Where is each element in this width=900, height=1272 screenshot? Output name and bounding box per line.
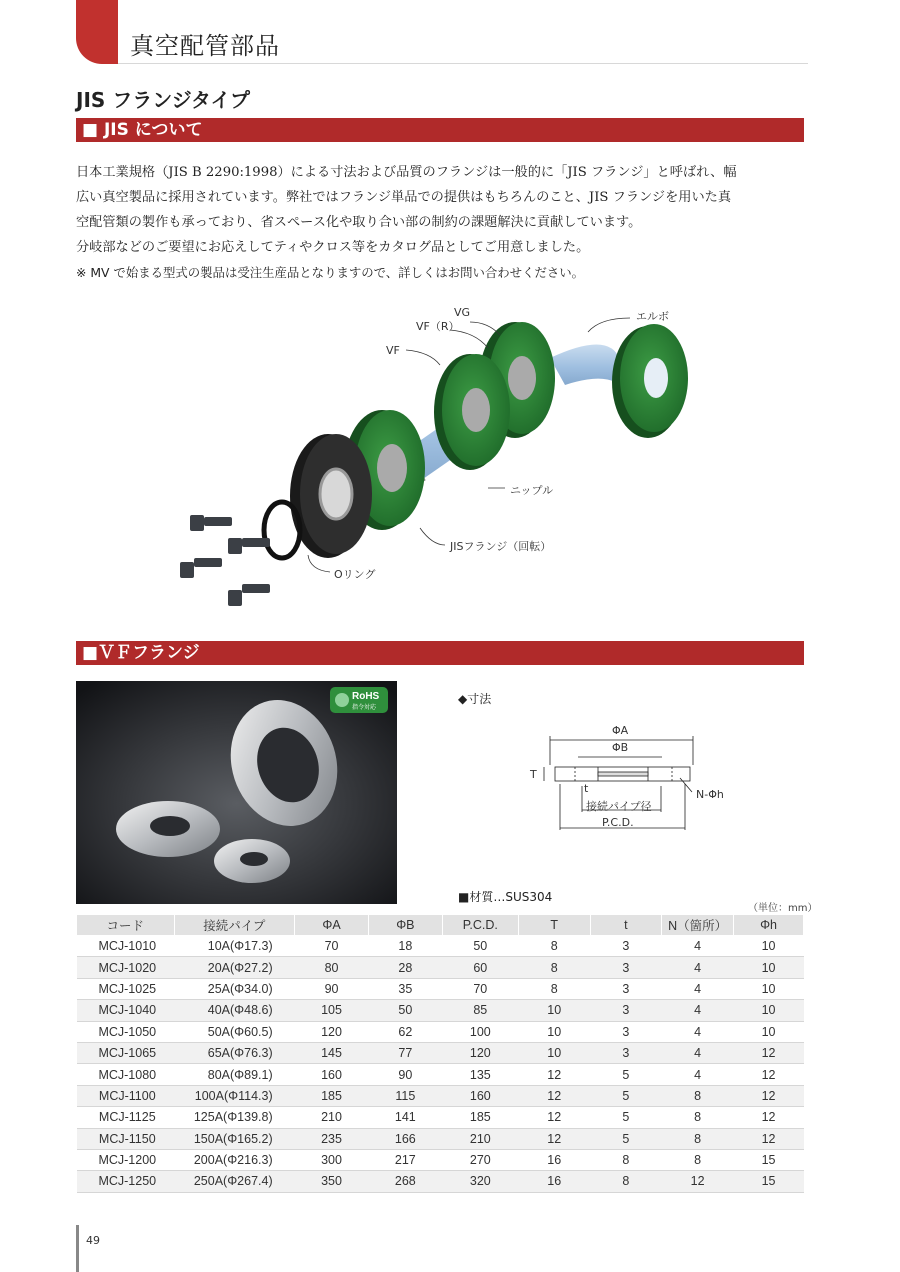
table-cell: 150A(Φ165.2) bbox=[174, 1128, 295, 1149]
table-cell: 8 bbox=[518, 978, 590, 999]
intro-line-4: 分岐部などのご要望にお応えしてティやクロス等をカタログ品としてご用意しました。 bbox=[76, 240, 590, 255]
dim-label-t-lower: t bbox=[584, 782, 589, 795]
table-cell: 5 bbox=[590, 1085, 662, 1106]
table-cell: MCJ-1040 bbox=[77, 1000, 175, 1021]
table-cell: 141 bbox=[368, 1107, 442, 1128]
label-vf: VF bbox=[386, 344, 400, 357]
table-cell: MCJ-1065 bbox=[77, 1042, 175, 1063]
table-cell: 10 bbox=[734, 957, 804, 978]
table-cell: 217 bbox=[368, 1149, 442, 1170]
table-cell: 3 bbox=[590, 957, 662, 978]
table-cell: 120 bbox=[295, 1021, 369, 1042]
table-cell: 10 bbox=[518, 1000, 590, 1021]
table-cell: 62 bbox=[368, 1021, 442, 1042]
table-cell: 268 bbox=[368, 1171, 442, 1192]
table-cell: MCJ-1020 bbox=[77, 957, 175, 978]
th-phi-b: ΦB bbox=[368, 915, 442, 936]
table-cell: 3 bbox=[590, 1000, 662, 1021]
table-cell: 210 bbox=[295, 1107, 369, 1128]
table-cell: 16 bbox=[518, 1149, 590, 1170]
header-divider bbox=[118, 63, 808, 64]
table-cell: 120 bbox=[442, 1042, 518, 1063]
label-vf-r: VF（R） bbox=[416, 320, 460, 333]
table-cell: 8 bbox=[518, 936, 590, 957]
table-cell: 12 bbox=[734, 1085, 804, 1106]
table-cell: 10 bbox=[734, 1000, 804, 1021]
flange-vf bbox=[434, 354, 510, 470]
th-t-upper: T bbox=[518, 915, 590, 936]
table-cell: 4 bbox=[662, 1064, 734, 1085]
table-cell: 200A(Φ216.3) bbox=[174, 1149, 295, 1170]
assembly-drawing bbox=[170, 300, 730, 630]
table-cell: 235 bbox=[295, 1128, 369, 1149]
table-cell: 65A(Φ76.3) bbox=[174, 1042, 295, 1063]
intro-text bbox=[76, 160, 806, 285]
table-cell: 166 bbox=[368, 1128, 442, 1149]
table-cell: 12 bbox=[734, 1107, 804, 1128]
table-cell: 8 bbox=[590, 1171, 662, 1192]
th-phi-h: Φh bbox=[734, 915, 804, 936]
table-cell: 4 bbox=[662, 1042, 734, 1063]
page-number-rule bbox=[76, 1225, 79, 1272]
table-cell: 25A(Φ34.0) bbox=[174, 978, 295, 999]
product-photo bbox=[76, 681, 397, 904]
dim-label-t-upper: T bbox=[530, 768, 537, 781]
table-cell: 12 bbox=[518, 1107, 590, 1128]
table-cell: 125A(Φ139.8) bbox=[174, 1107, 295, 1128]
table-cell: 300 bbox=[295, 1149, 369, 1170]
th-pipe: 接続パイプ bbox=[174, 915, 295, 936]
table-cell: 77 bbox=[368, 1042, 442, 1063]
dim-label-pcd: P.C.D. bbox=[602, 816, 634, 829]
table-cell: 10 bbox=[734, 978, 804, 999]
label-vg: VG bbox=[454, 306, 471, 319]
table-cell: 12 bbox=[662, 1171, 734, 1192]
table-cell: 185 bbox=[442, 1107, 518, 1128]
table-cell: 10 bbox=[518, 1042, 590, 1063]
table-cell: 80 bbox=[295, 957, 369, 978]
section-heading-jis: ■ JIS について bbox=[76, 118, 804, 142]
page-title: JIS フランジタイプ bbox=[76, 88, 250, 112]
table-cell: 12 bbox=[734, 1042, 804, 1063]
dim-label-pipe-dia: 接続パイプ径 bbox=[586, 800, 652, 813]
table-cell: 350 bbox=[295, 1171, 369, 1192]
table-cell: 8 bbox=[662, 1107, 734, 1128]
table-row bbox=[77, 957, 804, 978]
table-cell: 100 bbox=[442, 1021, 518, 1042]
spec-table bbox=[76, 914, 804, 1193]
table-cell: 70 bbox=[295, 936, 369, 957]
intro-line-2: 広い真空製品に採用されています。弊社ではフランジ単品での提供はもちろんのこと、JIS フランジを用いた真 bbox=[76, 190, 732, 205]
table-row bbox=[77, 1021, 804, 1042]
flange-front bbox=[290, 434, 372, 558]
table-cell: MCJ-1150 bbox=[77, 1128, 175, 1149]
th-code: コード bbox=[77, 915, 175, 936]
category-title: 真空配管部品 bbox=[130, 32, 280, 60]
label-nipple: ニップル bbox=[510, 484, 554, 497]
table-cell: MCJ-1050 bbox=[77, 1021, 175, 1042]
table-cell: 4 bbox=[662, 1021, 734, 1042]
table-cell: 15 bbox=[734, 1171, 804, 1192]
oring-shape bbox=[264, 502, 300, 558]
table-row bbox=[77, 1042, 804, 1063]
table-cell: 10 bbox=[734, 1021, 804, 1042]
table-row bbox=[77, 1064, 804, 1085]
table-cell: 8 bbox=[662, 1149, 734, 1170]
table-cell: 4 bbox=[662, 936, 734, 957]
table-row bbox=[77, 1000, 804, 1021]
table-cell: MCJ-1200 bbox=[77, 1149, 175, 1170]
table-cell: 8 bbox=[662, 1085, 734, 1106]
table-cell: 3 bbox=[590, 936, 662, 957]
table-cell: 5 bbox=[590, 1064, 662, 1085]
table-cell: 35 bbox=[368, 978, 442, 999]
table-cell: 20A(Φ27.2) bbox=[174, 957, 295, 978]
table-cell: 160 bbox=[442, 1085, 518, 1106]
table-cell: 4 bbox=[662, 957, 734, 978]
th-n: N（箇所） bbox=[662, 915, 734, 936]
table-cell: 12 bbox=[518, 1085, 590, 1106]
table-cell: 8 bbox=[590, 1149, 662, 1170]
table-body bbox=[77, 936, 804, 1193]
table-cell: 4 bbox=[662, 1000, 734, 1021]
dimensions-title: ◆寸法 bbox=[458, 692, 492, 706]
table-cell: MCJ-1080 bbox=[77, 1064, 175, 1085]
table-cell: 90 bbox=[295, 978, 369, 999]
table-row bbox=[77, 1085, 804, 1106]
table-cell: 3 bbox=[590, 978, 662, 999]
dim-label-n-phi-h: N-Φh bbox=[696, 788, 724, 801]
table-cell: 115 bbox=[368, 1085, 442, 1106]
table-cell: 90 bbox=[368, 1064, 442, 1085]
flange-photo-drawing bbox=[76, 681, 397, 904]
table-cell: 105 bbox=[295, 1000, 369, 1021]
table-cell: 3 bbox=[590, 1021, 662, 1042]
dim-label-phi-b: ΦB bbox=[612, 741, 629, 754]
label-oring: Oリング bbox=[334, 568, 376, 581]
rohs-label: RoHS bbox=[352, 691, 380, 702]
section-heading-vf-flange: ■ＶＦフランジ bbox=[76, 641, 804, 665]
table-cell: 210 bbox=[442, 1128, 518, 1149]
table-cell: MCJ-1250 bbox=[77, 1171, 175, 1192]
table-row bbox=[77, 1149, 804, 1170]
table-cell: 12 bbox=[734, 1064, 804, 1085]
table-cell: 28 bbox=[368, 957, 442, 978]
unit-note: （単位：mm） bbox=[748, 903, 818, 914]
table-cell: 160 bbox=[295, 1064, 369, 1085]
rohs-sub-label: 指令対応 bbox=[352, 705, 377, 711]
table-cell: 70 bbox=[442, 978, 518, 999]
table-cell: MCJ-1025 bbox=[77, 978, 175, 999]
table-cell: 320 bbox=[442, 1171, 518, 1192]
table-cell: 250A(Φ267.4) bbox=[174, 1171, 295, 1192]
flange-elbow bbox=[612, 324, 688, 438]
table-cell: 5 bbox=[590, 1107, 662, 1128]
page-number: 49 bbox=[86, 1234, 100, 1247]
category-tab bbox=[76, 0, 118, 64]
intro-note: ※ MV で始まる型式の製品は受注生産品となりますので、詳しくはお問い合わせください。 bbox=[76, 265, 585, 280]
table-row bbox=[77, 1171, 804, 1192]
material-note: ■材質…SUS304 bbox=[458, 890, 553, 904]
table-cell: 185 bbox=[295, 1085, 369, 1106]
table-cell: 4 bbox=[662, 978, 734, 999]
table-cell: 10 bbox=[734, 936, 804, 957]
bolts bbox=[180, 515, 270, 606]
dimension-svg bbox=[520, 720, 750, 835]
table-cell: 18 bbox=[368, 936, 442, 957]
table-header-row bbox=[77, 915, 804, 936]
table-cell: 15 bbox=[734, 1149, 804, 1170]
table-row bbox=[77, 936, 804, 957]
table-cell: MCJ-1125 bbox=[77, 1107, 175, 1128]
table-cell: 85 bbox=[442, 1000, 518, 1021]
table-cell: 50 bbox=[442, 936, 518, 957]
table-cell: 50A(Φ60.5) bbox=[174, 1021, 295, 1042]
table-row bbox=[77, 978, 804, 999]
table-cell: 270 bbox=[442, 1149, 518, 1170]
table-row bbox=[77, 1128, 804, 1149]
dim-label-phi-a: ΦA bbox=[612, 724, 629, 737]
table-cell: 16 bbox=[518, 1171, 590, 1192]
table-cell: 5 bbox=[590, 1128, 662, 1149]
table-cell: 135 bbox=[442, 1064, 518, 1085]
table-cell: 12 bbox=[518, 1128, 590, 1149]
table-cell: 60 bbox=[442, 957, 518, 978]
assembly-illustration bbox=[170, 300, 730, 634]
table-cell: 145 bbox=[295, 1042, 369, 1063]
intro-line-3: 空配管類の製作も承っており、省スペース化や取り合い部の制約の課題解決に貢献しています。 bbox=[76, 215, 642, 230]
table-cell: 10 bbox=[518, 1021, 590, 1042]
table-cell: 10A(Φ17.3) bbox=[174, 936, 295, 957]
table-cell: 8 bbox=[662, 1128, 734, 1149]
table-cell: MCJ-1100 bbox=[77, 1085, 175, 1106]
table-cell: MCJ-1010 bbox=[77, 936, 175, 957]
table-cell: 12 bbox=[734, 1128, 804, 1149]
table-cell: 8 bbox=[518, 957, 590, 978]
table-cell: 12 bbox=[518, 1064, 590, 1085]
intro-line-1: 日本工業規格（JIS B 2290:1998）による寸法および品質のフランジは一般的に「JIS フランジ」と呼ばれ、幅 bbox=[76, 165, 737, 180]
table-cell: 3 bbox=[590, 1042, 662, 1063]
table-row bbox=[77, 1107, 804, 1128]
label-jis-flange: JISフランジ（回転） bbox=[450, 540, 552, 553]
th-t-lower: t bbox=[590, 915, 662, 936]
dimension-drawing bbox=[520, 720, 750, 839]
table-cell: 100A(Φ114.3) bbox=[174, 1085, 295, 1106]
table-cell: 40A(Φ48.6) bbox=[174, 1000, 295, 1021]
table-cell: 80A(Φ89.1) bbox=[174, 1064, 295, 1085]
th-pcd: P.C.D. bbox=[442, 915, 518, 936]
th-phi-a: ΦA bbox=[295, 915, 369, 936]
table-cell: 50 bbox=[368, 1000, 442, 1021]
label-elbow: エルボ bbox=[636, 310, 669, 323]
